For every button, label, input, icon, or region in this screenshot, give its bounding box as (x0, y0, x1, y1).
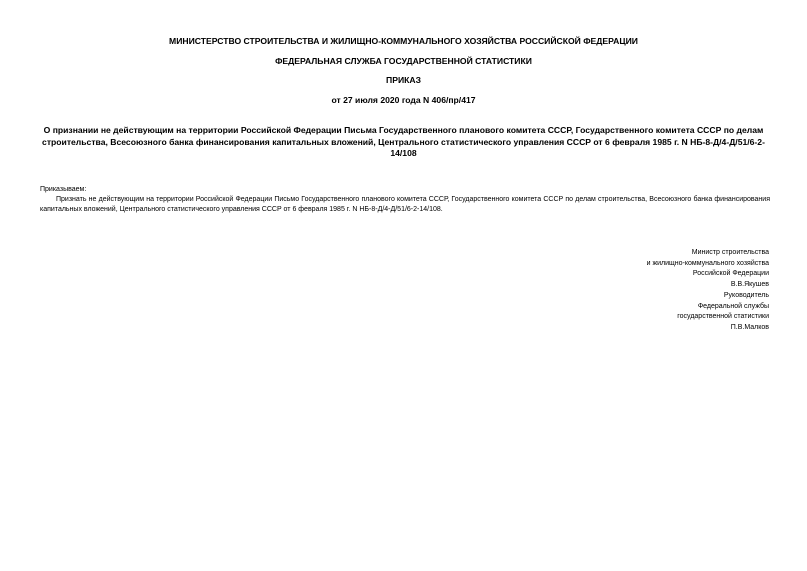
document-type: ПРИКАЗ (386, 75, 421, 85)
signature-block (469, 248, 769, 334)
signature-line: Руководитель (723, 291, 769, 299)
document-title: О признании не действующим на территории Российской Федерации Письма Государственного планового комитета СССР, Государственного комитета СССР по делам строительства, Всесоюзного банка финансирования капитальных вложений, Центрального статистического управления СССР от 6 февраля 1985 г. N НБ-8-Д/4-Д/51/6-2-14/108 (42, 125, 765, 158)
signatory-name: В.В.Якушев (730, 281, 769, 289)
signature-line: Министр строительства (691, 249, 769, 256)
order-intro: Приказываем: (40, 186, 87, 193)
document-date-number: от 27 июля 2020 года N 406/пр/417 (331, 95, 476, 105)
signature-line: Российской Федерации (692, 270, 769, 278)
signature-line: государственной статистики (677, 313, 769, 321)
ministry-heading: МИНИСТЕРСТВО СТРОИТЕЛЬСТВА И ЖИЛИЩНО-КОММУНАЛЬНОГО ХОЗЯЙСТВА РОССИЙСКОЙ ФЕДЕРАЦИИ (169, 36, 638, 46)
service-heading: ФЕДЕРАЛЬНАЯ СЛУЖБА ГОСУДАРСТВЕННОЙ СТАТИСТИКИ (275, 56, 532, 66)
signature-line: Федеральной службы (697, 302, 769, 310)
signatory-name: П.В.Малков (730, 323, 769, 331)
order-paragraph: Признать не действующим на территории Российской Федерации Письмо Государственного планового комитета СССР, Государственного комитета СССР по делам строительства, Всесоюзного банка финансирования капитальных вложений, Центрального статистического управления СССР от 6 февраля 1985 г. N НБ-8-Д/4-Д/51/6-2-14/108. (40, 196, 770, 213)
signature-line: и жилищно-коммунального хозяйства (646, 259, 769, 267)
